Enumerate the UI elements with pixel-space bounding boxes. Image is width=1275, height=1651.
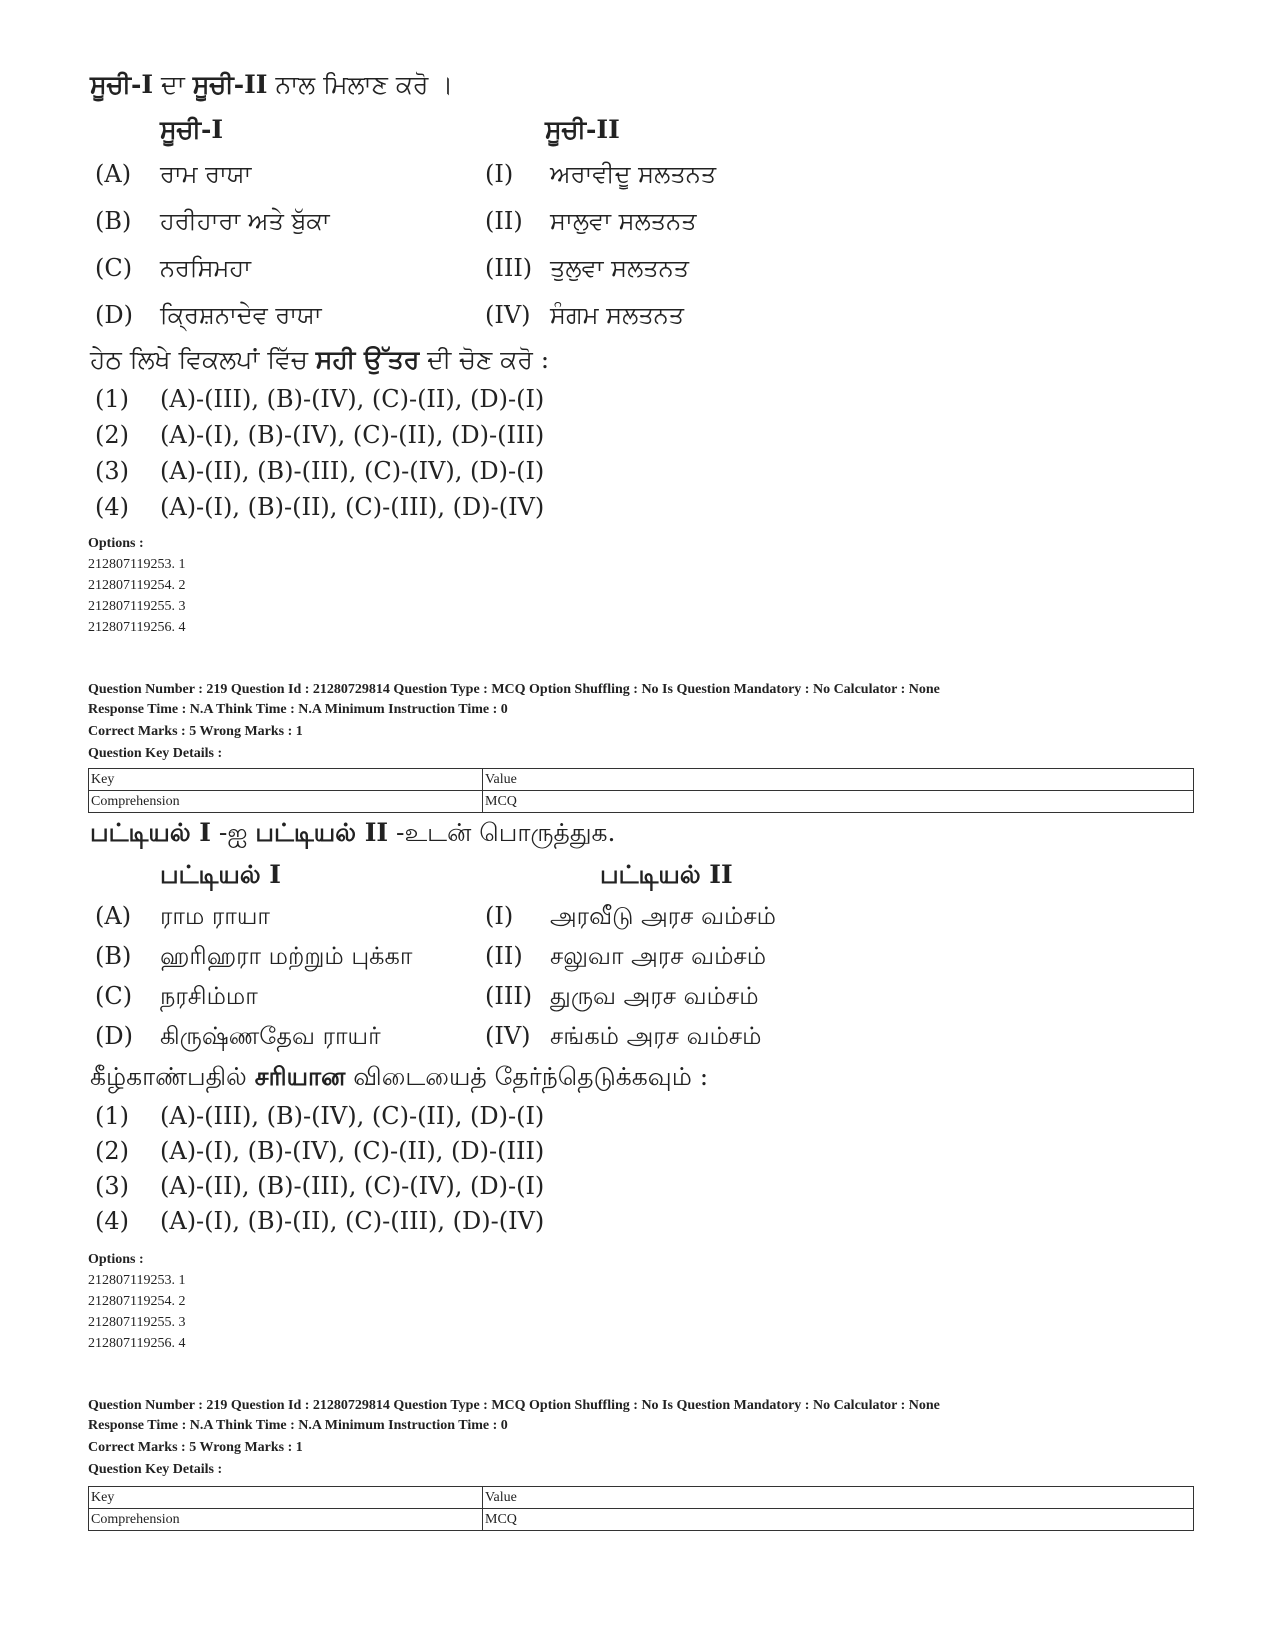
choice-number: (2) <box>95 421 129 449</box>
choice-text: (A)-(III), (B)-(IV), (C)-(II), (D)-(I) <box>160 1102 545 1130</box>
instruction-emphasis: சரியான <box>254 1062 346 1091</box>
list-1-heading: ਸੂਚੀ-I <box>160 115 224 144</box>
row-item-2: துருவ அரச வம்சம் <box>550 982 759 1010</box>
question-meta-timing: Response Time : N.A Think Time : N.A Minimum Instruction Time : 0 <box>88 702 508 717</box>
answer-instruction <box>90 345 549 375</box>
title-connector: -ஐ <box>210 818 256 847</box>
row-letter: (C) <box>95 982 133 1010</box>
option-id: 212807119255. 3 <box>88 1315 186 1330</box>
choice-text: (A)-(II), (B)-(III), (C)-(IV), (D)-(I) <box>160 457 545 485</box>
option-id: 212807119255. 3 <box>88 599 186 614</box>
row-roman: (II) <box>485 207 523 235</box>
title-list-1: ਸੂਚੀ-I <box>90 70 154 99</box>
table-row <box>89 1509 1194 1531</box>
row-letter: (D) <box>95 301 133 329</box>
list-1-heading: பட்டியல் I <box>160 860 281 889</box>
title-instruction: ਨਾਲ ਮਿਲਾਣ ਕਰੋ । <box>267 70 454 99</box>
choice-number: (1) <box>95 1102 129 1130</box>
row-item: கிருஷ்ணதேவ ராயர் <box>160 1022 381 1050</box>
row-roman: (IV) <box>485 1022 531 1050</box>
table-cell-value: MCQ <box>483 1509 1194 1531</box>
question-marks: Correct Marks : 5 Wrong Marks : 1 <box>88 724 303 739</box>
row-item: ਕ੍ਰਿਸ਼ਨਾਦੇਵ ਰਾਯਾ <box>160 301 322 329</box>
question-title <box>90 818 615 851</box>
choice-text: (A)-(II), (B)-(III), (C)-(IV), (D)-(I) <box>160 1172 545 1200</box>
row-roman: (III) <box>485 982 533 1010</box>
title-list-1: பட்டியல் I <box>90 818 211 847</box>
choice-text: (A)-(III), (B)-(IV), (C)-(II), (D)-(I) <box>160 385 545 413</box>
row-letter: (C) <box>95 254 133 282</box>
choice-text: (A)-(I), (B)-(IV), (C)-(II), (D)-(III) <box>160 1137 545 1165</box>
row-roman: (III) <box>485 254 533 282</box>
table-header-key: Key <box>89 769 483 791</box>
table-header-key: Key <box>89 1487 483 1509</box>
row-roman: (I) <box>485 160 514 188</box>
row-item: ਹਰੀਹਾਰਾ ਅਤੇ ਬੁੱਕਾ <box>160 207 330 235</box>
row-item: ராம ராயா <box>160 902 270 930</box>
option-id: 212807119256. 4 <box>88 1336 186 1351</box>
choice-text: (A)-(I), (B)-(II), (C)-(III), (D)-(IV) <box>160 1207 545 1235</box>
row-roman: (IV) <box>485 301 531 329</box>
row-item-2: ਸੰਗਮ ਸਲਤਨਤ <box>550 301 685 329</box>
list-2-heading: ਸੂਚੀ-II <box>545 115 620 144</box>
row-roman: (I) <box>485 902 514 930</box>
title-instruction: -உடன் பொருத்துக. <box>388 818 616 847</box>
choice-number: (3) <box>95 1172 129 1200</box>
table-cell-value: MCQ <box>483 791 1194 813</box>
question-meta-timing: Response Time : N.A Think Time : N.A Minimum Instruction Time : 0 <box>88 1418 508 1433</box>
options-label: Options : <box>88 1252 144 1267</box>
option-id: 212807119253. 1 <box>88 1273 186 1288</box>
question-key-details: Question Key Details : <box>88 1462 223 1477</box>
row-item-2: சங்கம் அரச வம்சம் <box>550 1022 762 1050</box>
question-marks: Correct Marks : 5 Wrong Marks : 1 <box>88 1440 303 1455</box>
choice-number: (2) <box>95 1137 129 1165</box>
instruction-lead: கீழ்காண்பதில் <box>90 1062 255 1091</box>
instruction-tail: விடையைத் தேர்ந்தெடுக்கவும் : <box>345 1062 709 1091</box>
title-list-2: பட்டியல் II <box>255 818 389 847</box>
table-row <box>89 1487 1194 1509</box>
question-key-details: Question Key Details : <box>88 746 223 761</box>
table-header-value: Value <box>483 769 1194 791</box>
question-title <box>90 70 453 100</box>
table-row <box>89 769 1194 791</box>
row-item-2: அரவீடு அரச வம்சம் <box>550 902 776 930</box>
choice-number: (3) <box>95 457 129 485</box>
choice-number: (4) <box>95 1207 129 1235</box>
row-letter: (B) <box>95 942 132 970</box>
row-item: ਰਾਮ ਰਾਯਾ <box>160 160 252 188</box>
choice-text: (A)-(I), (B)-(II), (C)-(III), (D)-(IV) <box>160 493 545 521</box>
instruction-lead: ਹੇਠ ਲਿਖੇ ਵਿਕਲਪਾਂ ਵਿੱਚ <box>90 345 316 374</box>
option-id: 212807119253. 1 <box>88 557 186 572</box>
row-letter: (A) <box>95 160 132 188</box>
row-roman: (II) <box>485 942 523 970</box>
table-cell-key: Comprehension <box>89 791 483 813</box>
choice-number: (4) <box>95 493 129 521</box>
row-item-2: ਅਰਾਵੀਦੂ ਸਲਤਨਤ <box>550 160 717 188</box>
options-label: Options : <box>88 536 144 551</box>
row-item: ਨਰਸਿਮਹਾ <box>160 254 251 282</box>
row-item: நரசிம்மா <box>160 982 258 1010</box>
instruction-emphasis: ਸਹੀ ਉੱਤਰ <box>315 345 420 374</box>
key-value-table <box>88 768 1194 813</box>
row-letter: (A) <box>95 902 132 930</box>
row-item-2: ਤੁਲੁਵਾ ਸਲਤਨਤ <box>550 254 690 282</box>
key-value-table <box>88 1486 1194 1531</box>
row-letter: (B) <box>95 207 132 235</box>
row-item: ஹரிஹரா மற்றும் புக்கா <box>160 942 413 970</box>
choice-number: (1) <box>95 385 129 413</box>
table-cell-key: Comprehension <box>89 1509 483 1531</box>
row-letter: (D) <box>95 1022 133 1050</box>
title-list-2: ਸੂਚੀ-II <box>192 70 268 99</box>
question-meta: Question Number : 219 Question Id : 21280729814 Question Type : MCQ Option Shuffling : No Is Question Mandatory : No Calculator : None <box>88 1398 940 1413</box>
row-item-2: ਸਾਲੁਵਾ ਸਲਤਨਤ <box>550 207 697 235</box>
row-item-2: சலுவா அரச வம்சம் <box>550 942 767 970</box>
table-header-value: Value <box>483 1487 1194 1509</box>
question-meta: Question Number : 219 Question Id : 21280729814 Question Type : MCQ Option Shuffling : No Is Question Mandatory : No Calculator : None <box>88 682 940 697</box>
instruction-tail: ਦੀ ਚੋਣ ਕਰੋ : <box>419 345 550 374</box>
option-id: 212807119254. 2 <box>88 578 186 593</box>
table-row <box>89 791 1194 813</box>
answer-instruction <box>90 1062 708 1095</box>
choice-text: (A)-(I), (B)-(IV), (C)-(II), (D)-(III) <box>160 421 545 449</box>
list-2-heading: பட்டியல் II <box>600 860 733 889</box>
option-id: 212807119254. 2 <box>88 1294 186 1309</box>
option-id: 212807119256. 4 <box>88 620 186 635</box>
title-connector: ਦਾ <box>153 70 193 99</box>
